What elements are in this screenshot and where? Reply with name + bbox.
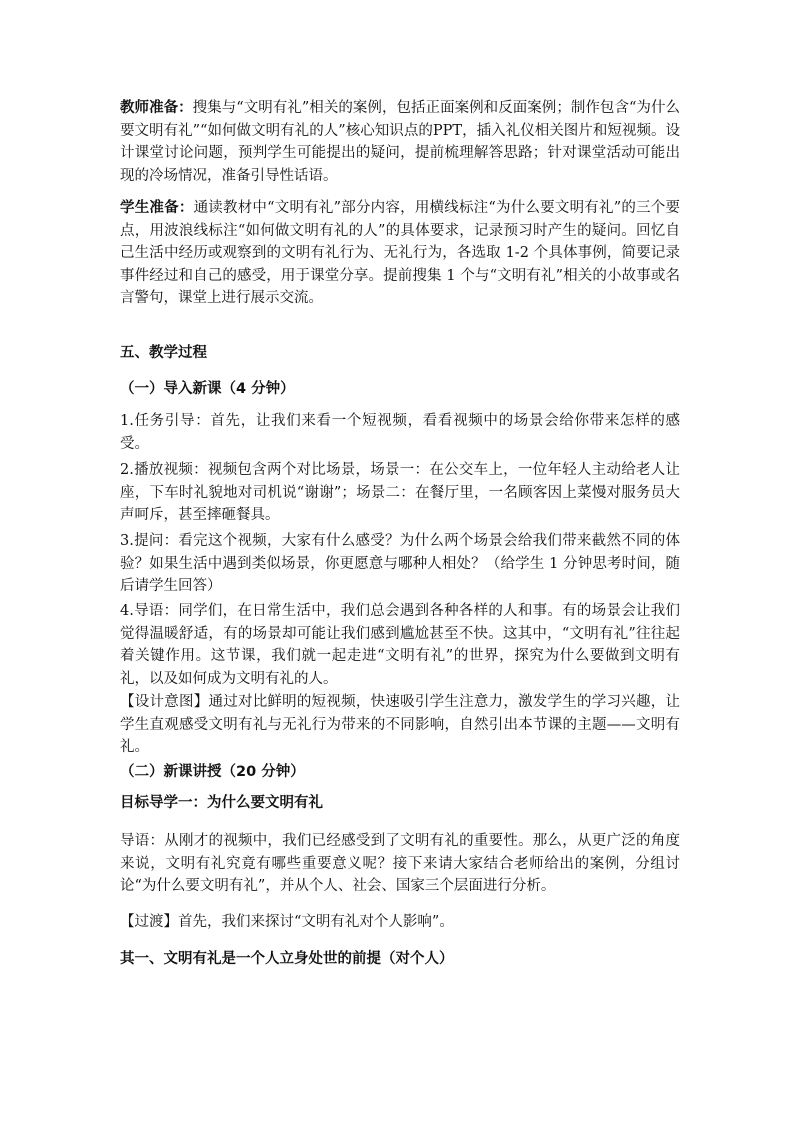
point-1-heading: 其一、文明有礼是一个人立身处世的前提（对个人） (120, 951, 454, 967)
part2-intro: 导语：从刚才的视频中，我们已经感受到了文明有礼的重要性。那么，从更广泛的角度来说，文明有礼究竟有哪些重要意义呢？接下来请大家结合老师给出的案例，分组讨论“为什么要文明有礼”，并从个人、社会、国家三个层面进行分析。 (120, 833, 680, 894)
student-prep-text: 通读教材中“文明有礼”部分内容，用横线标注“为什么要文明有礼”的三个要点，用波浪线标注“如何做文明有礼的人”的具体要求，记录预习时产生的疑问。回忆自己生活中经历或观察到的文明有礼行为、无礼行为，各选取 1-2 个具体事例，简要记录事件经过和自己的感受，用于课堂分享。提前搜集 1 个与“文明有礼”相关的小故事或名言警句，课堂上进行展示交流。 (120, 200, 681, 306)
teacher-prep-text: 搜集与“文明有礼”相关的案例，包括正面案例和反面案例；制作包含“为什么要文明有礼”“如何做文明有礼的人”核心知识点的PPT，插入礼仪相关图片和短视频。设计课堂讨论问题，预判学生可能提出的疑问，提前梳理解答思路；针对课堂活动可能出现的冷场情况，准备引导性话语。 (120, 100, 680, 184)
part2-title: （二）新课讲授（20 分钟） (120, 764, 305, 780)
part1-title: （一）导入新课（4 分钟） (120, 381, 295, 397)
teacher-prep-paragraph (120, 97, 680, 187)
part1-design-intent: 【设计意图】通过对比鲜明的短视频，快速吸引学生注意力，激发学生的学习兴趣，让学生直观感受文明有礼与无礼行为带来的不同影响，自然引出本节课的主题——文明有礼。 (120, 694, 680, 755)
part1-item-2: 2.播放视频：视频包含两个对比场景，场景一：在公交车上，一位年轻人主动给老人让座，下车时礼貌地对司机说“谢谢”；场景二：在餐厅里，一名顾客因上菜慢对服务员大声呵斥，甚至摔砸餐具。 (120, 462, 680, 523)
part1-item-4: 4.导语：同学们，在日常生活中，我们总会遇到各种各样的人和事。有的场景会让我们觉得温暖舒适，有的场景却可能让我们感到尴尬甚至不快。这其中，“文明有礼”往往起着关键作用。这节课，我们就一起走进“文明有礼”的世界，探究为什么要做到文明有礼，以及如何成为文明有礼的人。 (120, 603, 680, 687)
teacher-prep-label: 教师准备： (120, 100, 193, 116)
student-prep-label: 学生准备： (120, 200, 194, 216)
part1-item-3: 3.提问：看完这个视频，大家有什么感受？为什么两个场景会给我们带来截然不同的体验？如果生活中遇到类似场景，你更愿意与哪种人相处？（给学生 1 分钟思考时间，随后请学生回答） (120, 533, 680, 594)
student-prep-paragraph (120, 197, 680, 310)
part1-item-1: 1.任务引导：首先，让我们来看一个短视频，看看视频中的场景会给你带来怎样的感受。 (120, 413, 680, 452)
section-title: 五、教学过程 (120, 345, 207, 361)
part2-transition: 【过渡】首先，我们来探讨“文明有礼对个人影响”。 (120, 914, 454, 930)
goal-1-heading: 目标导学一：为什么要文明有礼 (120, 795, 323, 811)
